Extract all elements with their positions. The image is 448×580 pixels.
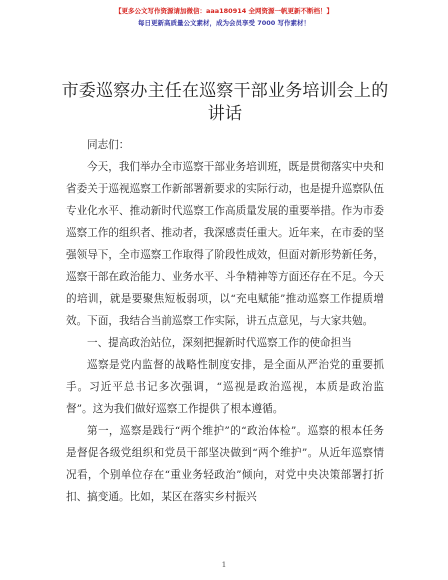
promo-header <box>0 5 448 29</box>
page-number: 1 <box>221 560 227 569</box>
paragraph-first-point: 第一，巡察是践行“两个维护”的“政治体检”。巡察的根本任务是督促各级党组织和党员干部坚决做到“两个维护”。从近年巡察情况看，个别单位存在“重业务轻政治”倾向，对党中央决策部署打折扣、搞变通。比如，某区在落实乡村振兴 <box>66 425 384 503</box>
document-title: 市委巡察办主任在巡察干部业务培训会上的讲话 <box>61 81 389 124</box>
promo-line-2: 每日更新高质量公文素材，成为会员享受 7000 写作素材！ <box>137 19 311 27</box>
document-body <box>66 134 384 508</box>
section-heading-1: 一、提高政治站位，深刻把握新时代巡察工作的使命担当 <box>87 337 352 349</box>
paragraph-inspection-role: 巡察是党内监督的战略性制度安排，是全面从严治党的重要抓手。习近平总书记多次强调，“巡视是政治巡视，本质是政治监督”。这为我们做好巡察工作提供了根本遵循。 <box>66 359 384 415</box>
promo-line-1: 【更多公文写作资源请加微信：aaa180914 全网资源一帆更新不断档！】 <box>114 7 334 15</box>
salutation: 同志们： <box>87 139 130 151</box>
paragraph-intro: 今天，我们举办全市巡察干部业务培训班，既是贯彻落实中央和省委关于巡视巡察工作新部署新要求的实际行动，也是提升巡察队伍专业化水平、推动新时代巡察工作高质量发展的重要举措。作为市委巡察工作的组织者、推动者，我深感责任重大。近年来，在市委的坚强领导下，全市巡察工作取得了阶段性成效，但面对新形势新任务，巡察干部在政治能力、业务水平、斗争精神等方面还存在不足。今天的培训，就是要聚焦短板弱项，以“充电赋能”推动巡察工作提质增效。下面，我结合当前巡察工作实际，讲五点意见，与大家共勉。 <box>66 161 384 327</box>
